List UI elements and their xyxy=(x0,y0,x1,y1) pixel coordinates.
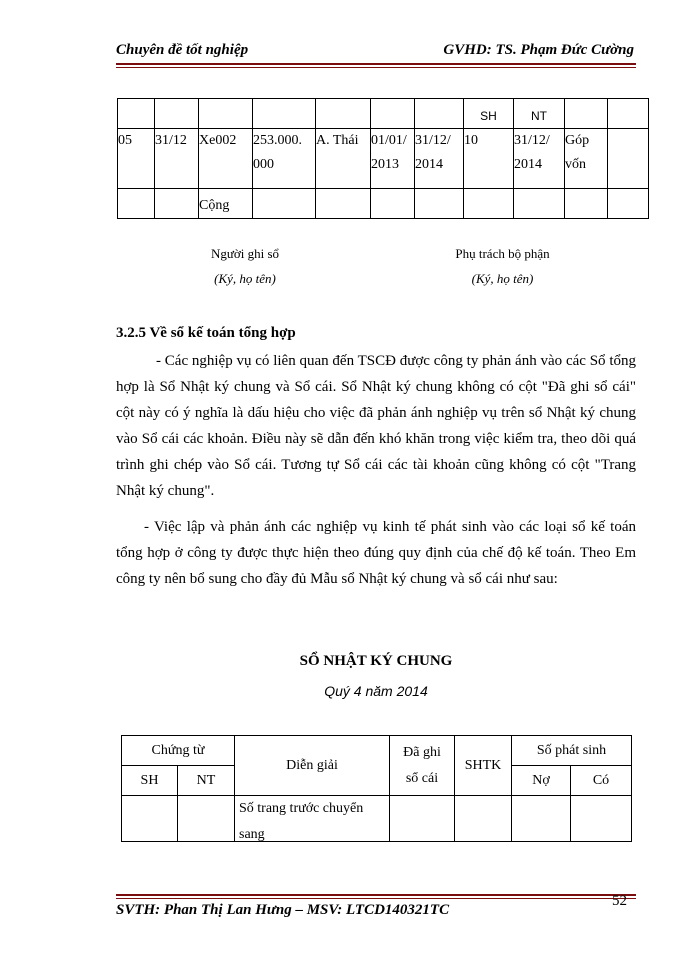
header-co: Có xyxy=(571,766,632,796)
header-rule-thin xyxy=(116,67,636,68)
cell-sh: 10 xyxy=(464,129,514,189)
cell-end: 31/12/ 2014 xyxy=(415,129,464,189)
header-sh: SH xyxy=(122,766,178,796)
total-row xyxy=(118,189,649,219)
signature-right-sub: (Ký, họ tên) xyxy=(471,271,534,286)
asset-table xyxy=(117,98,649,219)
table-row xyxy=(118,129,649,189)
cell-date: 31/12 xyxy=(155,129,199,189)
cell-stt: 05 xyxy=(118,129,155,189)
total-label: Cộng xyxy=(199,189,253,219)
cell-person: A. Thái xyxy=(316,129,371,189)
journal-table xyxy=(121,735,632,842)
footer-left: SVTH: Phan Thị Lan Hưng – MSV: LTCD140321TC xyxy=(116,902,450,918)
cell-note: Góp vốn xyxy=(565,129,608,189)
header-right: GVHD: TS. Phạm Đức Cường xyxy=(443,42,634,58)
cell-code: Xe002 xyxy=(199,129,253,189)
page-number: 52 xyxy=(612,893,627,909)
paragraph-2: - Việc lập và phản ánh các nghiệp vụ kinh tế phát sinh vào các loại sổ kế toán tổng hợp ở công ty được thực hiện theo đúng quy định của chế độ kế toán. Theo Em công ty nên bổ sung cho đầy đủ Mẫu sổ Nhật ký chung và sổ cái như sau: xyxy=(116,519,636,587)
signature-right-title: Phụ trách bộ phận xyxy=(455,246,550,261)
subheader-nt: NT xyxy=(514,99,565,129)
header-so-phat-sinh: Số phát sinh xyxy=(512,736,632,766)
journal-title: SỔ NHẬT KÝ CHUNG xyxy=(299,653,453,669)
cell-nt: 31/12/ 2014 xyxy=(514,129,565,189)
signature-left-title: Người ghi sổ xyxy=(210,246,280,261)
header-no: Nợ xyxy=(512,766,571,796)
table-row xyxy=(122,796,632,842)
section-heading: 3.2.5 Về sổ kế toán tổng hợp xyxy=(116,325,296,341)
footer-rule xyxy=(116,894,636,896)
header-da-ghi: Đã ghi sổ cái xyxy=(390,736,455,796)
header-dien-giai: Diễn giải xyxy=(235,736,390,796)
journal-subtitle: Quý 4 năm 2014 xyxy=(324,683,428,699)
header-nt: NT xyxy=(178,766,235,796)
cell-first-row: Số trang trước chuyển sang xyxy=(235,796,390,842)
signature-left-sub: (Ký, họ tên) xyxy=(214,271,276,286)
header-rule xyxy=(116,63,636,65)
header-shtk: SHTK xyxy=(455,736,512,796)
footer-rule-thin xyxy=(116,898,636,899)
paragraph-1: - Các nghiệp vụ có liên quan đến TSCĐ được công ty phản ánh vào các Sổ tổng hợp là Sổ Nhật ký chung và Sổ cái. Sổ Nhật ký chung không có cột "Đã ghi sổ cái" cột này có ý nghĩa là dấu hiệu cho việc đã phản ánh nghiệp vụ trên sổ Nhật ký chung vào Sổ cái các khoản. Điều này sẽ dẫn đến khó khăn trong việc kiểm tra, theo dõi quá trình ghi chép vào Sổ cái. Tương tự Sổ cái các tài khoản cũng không có cột "Trang Nhật ký chung". xyxy=(116,353,636,499)
cell-value: 253.000. 000 xyxy=(253,129,316,189)
header-left: Chuyên đề tốt nghiệp xyxy=(116,42,249,58)
header-chung-tu: Chứng từ xyxy=(122,736,235,766)
subheader-sh: SH xyxy=(464,99,514,129)
cell-start: 01/01/ 2013 xyxy=(371,129,415,189)
